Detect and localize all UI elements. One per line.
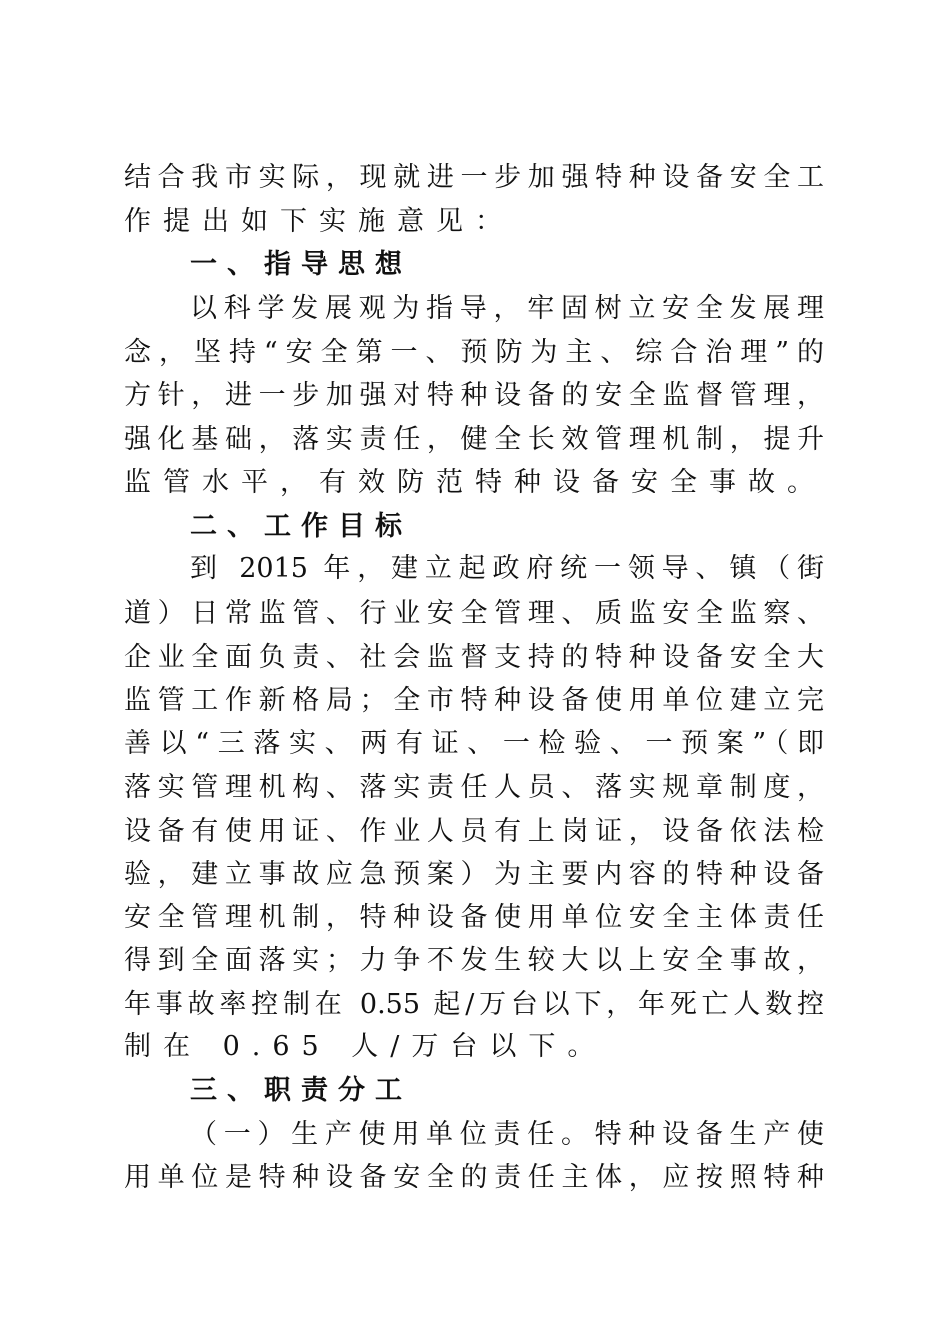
body-text-line: 安全管理机制，特种设备使用单位安全主体责任 xyxy=(124,902,824,933)
body-text-line: （一）生产使用单位责任。特种设备生产使 xyxy=(190,1119,824,1150)
body-text-line: 作提出如下实施意见： xyxy=(124,206,514,237)
body-text-line: 设备有使用证、作业人员有上岗证，设备依法检 xyxy=(124,816,824,847)
body-text-line: 监管工作新格局；全市特种设备使用单位建立完 xyxy=(124,685,824,716)
body-text-line: 落实管理机构、落实责任人员、落实规章制度， xyxy=(124,772,824,803)
body-text-line: 道）日常监管、行业安全管理、质监安全监察、 xyxy=(124,598,824,629)
body-text-line: 到 2015 年，建立起政府统一领导、镇（街 xyxy=(190,553,824,584)
body-text-line: 年事故率控制在 0.55 起/万台以下，年死亡人数控 xyxy=(124,989,824,1020)
body-text-line: 制在 0.65 人/万台以下。 xyxy=(124,1031,607,1062)
body-text-line: 强化基础，落实责任，健全长效管理机制，提升 xyxy=(124,424,824,455)
body-text-line: 念，坚持“安全第一、预防为主、综合治理”的 xyxy=(124,337,824,368)
section-heading-division-of-duties: 三、职责分工 xyxy=(190,1075,412,1106)
section-heading-work-goals: 二、工作目标 xyxy=(190,511,412,542)
body-text-line: 监管水平，有效防范特种设备安全事故。 xyxy=(124,467,826,498)
body-text-line: 企业全面负责、社会监督支持的特种设备安全大 xyxy=(124,642,824,673)
body-text-line: 得到全面落实；力争不发生较大以上安全事故， xyxy=(124,945,824,976)
body-text-line: 验，建立事故应急预案）为主要内容的特种设备 xyxy=(124,859,824,890)
body-text-line: 用单位是特种设备安全的责任主体，应按照特种 xyxy=(124,1162,824,1193)
body-text-line: 以科学发展观为指导，牢固树立安全发展理 xyxy=(190,293,824,324)
section-heading-guiding-ideology: 一、指导思想 xyxy=(190,249,412,280)
body-text-line: 方针，进一步加强对特种设备的安全监督管理， xyxy=(124,380,824,411)
body-text-line: 结合我市实际，现就进一步加强特种设备安全工 xyxy=(124,162,824,193)
body-text-line: 善以“三落实、两有证、一检验、一预案”（即 xyxy=(124,728,824,759)
